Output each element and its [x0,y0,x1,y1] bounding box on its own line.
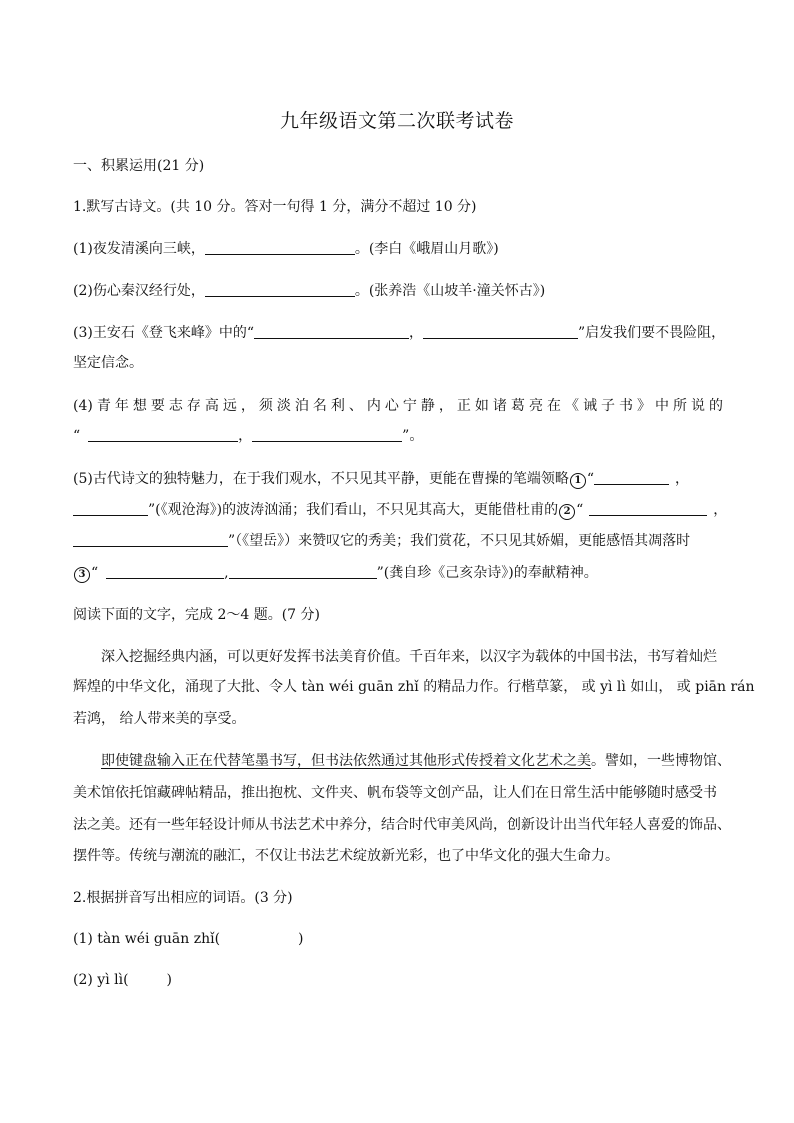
close-paren: ) [166,972,173,988]
item-2-text: (2)伤心秦汉经行处， [73,283,205,299]
question-1-item-4-cont [73,426,723,446]
item-5-source: ”(龚自珍《己亥杂诗》)的奉献精神。 [376,565,598,581]
question-1-stem: 1.默写古诗文。(共 10 分。答对一句得 1 分，满分不超过 10 分) [73,199,477,215]
passage-line: 摆件等。传统与潮流的融汇，不仅让书法艺术绽放新光彩，也了中华文化的强大生命力。 [73,848,619,864]
item-5-text-2: ”(《观沧海》)的波涛汹涌；我们看山，不只见其高大，更能借杜甫的 [148,502,559,518]
question-2-item-2 [73,970,723,990]
passage-line: 若鸿， 给人带来美的享受。 [73,711,246,727]
answer-blank[interactable] [594,470,669,485]
question-1-item-4: (4)青年想要志存高远，须淡泊名利、内心宁静，正如诸葛亮在《诫子书》中所说的 [73,398,723,414]
open-quote: “ [73,428,81,444]
passage-line: 辉煌的中华文化，涌现了大批、令人 tàn wéi guān zhǐ 的精品力作。行楷草篆， 或 yì lì 如山， 或 piān rán [73,679,755,695]
circled-number: 2 [559,504,575,520]
item-3-tail: ”启发我们要不畏险阻， [578,325,726,341]
question-1-item-3 [73,323,726,343]
item-3-text: (3)王安石《登飞来峰》中的“ [73,325,254,341]
close-paren: ) [298,931,304,947]
comma: ， [675,471,690,487]
item-5-text: (5)古代诗文的独特魅力，在于我们观水，不只见其平静，更能在曹操的笔端领略 [73,471,569,487]
answer-blank[interactable] [229,564,377,579]
item-5-text-3: ”（《望岳》）来赞叹它的秀美；我们赏花，不只见其娇媚，更能感悟其凋落时 [228,533,691,549]
answer-blank[interactable] [589,501,707,516]
close-quote: ”。 [402,428,424,444]
question-1-item-3-cont: 坚定信念。 [73,355,143,371]
answer-blank[interactable] [88,427,238,442]
answer-blank[interactable] [73,532,228,547]
question-2-item-1 [73,929,723,949]
answer-blank[interactable] [423,324,578,339]
passage-text: 。譬如，一些博物馆、 [591,753,731,769]
question-1-item-5-line-4 [73,563,723,583]
answer-blank[interactable] [254,324,409,339]
question-1-item-2 [73,281,723,301]
open-quote: “ [586,471,595,487]
question-1-item-5 [73,469,723,489]
comma: ， [238,428,253,444]
passage-line: 美术馆依托馆藏碑帖精品，推出抱枕、文件夹、帆布袋等文创产品，让人们在日常生活中能够随时感受书 [73,785,717,801]
circled-number: 3 [74,567,90,583]
question-1-item-5-line-2 [73,500,728,520]
answer-blank[interactable] [252,427,402,442]
question-1-item-1 [73,239,723,259]
comma: , [224,565,229,581]
answer-blank[interactable] [106,564,224,579]
comma: ， [409,325,423,341]
page-title: 九年级语文第二次联考试卷 [279,110,514,132]
section-heading: 一、积累运用(21 分) [73,158,205,174]
open-quote: “ [91,565,99,581]
item-2-source: 。(张养浩《山坡羊·潼关怀古》) [354,283,546,299]
pinyin-label: (2) yì lì( [73,972,129,988]
reading-intro: 阅读下面的文字，完成 2～4 题。(7 分) [73,607,320,623]
circled-number: 1 [570,473,586,489]
item-1-source: 。(李白《峨眉山月歌》) [354,241,499,257]
open-quote: “ [576,502,584,518]
answer-blank[interactable] [73,501,148,516]
item-1-text: (1)夜发清溪向三峡， [73,241,205,257]
answer-blank[interactable] [205,282,355,297]
question-1-item-5-line-3 [73,531,723,551]
comma: ， [713,502,728,518]
passage-line: 法之美。还有一些年轻设计师从书法艺术中养分，结合时代审美风尚，创新设计出当代年轻人喜爱的饰品、 [73,817,731,833]
passage-line [73,751,731,771]
question-2-stem: 2.根据拼音写出相应的词语。(3 分) [73,890,293,906]
passage-line: 深入挖掘经典内涵，可以更好发挥书法美育价值。千百年来，以汉字为载体的中国书法，书写着灿烂 [101,649,717,665]
answer-blank[interactable] [205,240,355,255]
underlined-sentence: 即使键盘输入正在代替笔墨书写，但书法依然通过其他形式传授着文化艺术之美 [101,753,591,769]
pinyin-label: (1) tàn wéi guān zhǐ( [73,931,221,947]
